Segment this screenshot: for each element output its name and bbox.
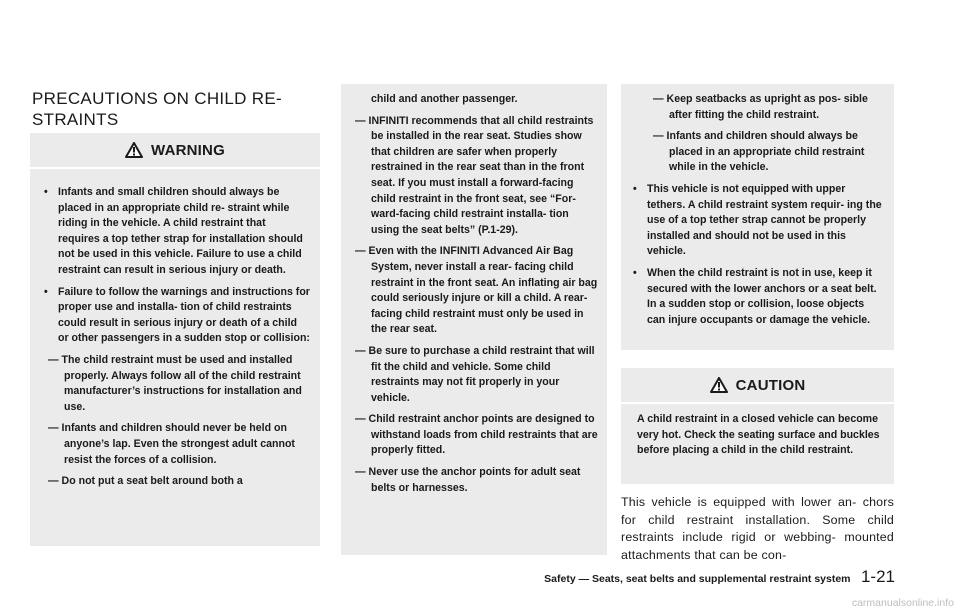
warning-label: WARNING [151,141,225,159]
warning-bullet-4: • When the child restraint is not in use, keep it secured with the lower anchors or a seat belt. In a sudden stop or collision, loose objects can injure occupants or damage the vehicle. [627,266,884,328]
warning-dash-3: — Do not put a seat belt around both a [48,475,243,488]
body-paragraph: This vehicle is equipped with lower an- chors for child restraint installation. Some child restraints include rigid or webbing- mounted attachments that can be con- [621,495,894,562]
warning-dash-10: — Infants and children should always be placed in an appropriate child restraint while in the vehicle. [653,130,865,174]
footer-section-title: Safety — Seats, seat belts and supplemental restraint system [544,573,851,585]
caution-panel [621,368,894,484]
warning-dash-1: — The child restraint must be used and installed properly. Always follow all of the child restraint manufacturer’s instructions for installation and use. [48,353,302,413]
page-footer [505,567,895,587]
caution-header [621,368,894,404]
caution-text: A child restraint in a closed vehicle can become very hot. Check the seating surface and buckles before placing a child in the child restraint. [637,413,880,457]
warning-bullet-1: • Infants and small children should always be placed in an appropriate child re- straint while riding in the vehicle. A child restraint that requires a top tether strap for installation should not be used in this vehicle. Failure to use a child restraint can result in serious injury or death. [38,185,310,279]
continued-line: child and another passenger. [371,93,518,105]
warning-header [30,133,320,169]
warning-panel [30,133,320,546]
warning-bullet-2: • Failure to follow the warnings and instructions for proper use and installa- tion of child restraints could result in serious injury or death of a child or other passengers in a sudden stop or collision: [38,285,310,347]
warning-bullet-3: • This vehicle is not equipped with upper tethers. A child restraint system requir- ing the use of a top tether strap cannot be properly installed and should not be used in this vehicle. [627,182,884,260]
warning-dash-7: — Child restraint anchor points are designed to withstand loads from child restraints that are properly fitted. [355,413,598,457]
warning-dash-2: — Infants and children should never be held on anyone’s lap. Even the strongest adult cannot resist the forces of a collision. [48,422,295,466]
warning-dash-5: — Even with the INFINITI Advanced Air Bag System, never install a rear- facing child restraint in the front seat. An inflating air bag could seriously injure or kill a child. A rear-facing child restraint must only be used in the rear seat. [355,245,598,336]
page-heading: PRECAUTIONS ON CHILD RE- STRAINTS [32,89,282,129]
warning-panel-continued [341,84,607,555]
caution-label: CAUTION [735,376,806,394]
warning-dash-6: — Be sure to purchase a child restraint that will fit the child and vehicle. Some child restraints may not fit properly in your vehicle. [355,344,595,404]
warning-panel-end [621,84,894,350]
page-number: 1-21 [860,567,895,586]
warning-triangle-icon [125,142,143,158]
warning-dash-9: — Keep seatbacks as upright as pos- sible after fitting the child restraint. [653,93,868,121]
caution-triangle-icon [710,377,728,393]
warning-dash-4: — INFINITI recommends that all child restraints be installed in the rear seat. Studies show that children are safer when properly restrained in the rear seat than in the front seat. If you must install a forward-facing child restraint in the front seat, see “For- ward-facing child restraint installa- tion using the seat belts” (P.1-29). [355,114,594,236]
warning-dash-8: — Never use the anchor points for adult seat belts or harnesses. [355,466,581,494]
watermark: carmanualsonline.info [851,597,954,609]
